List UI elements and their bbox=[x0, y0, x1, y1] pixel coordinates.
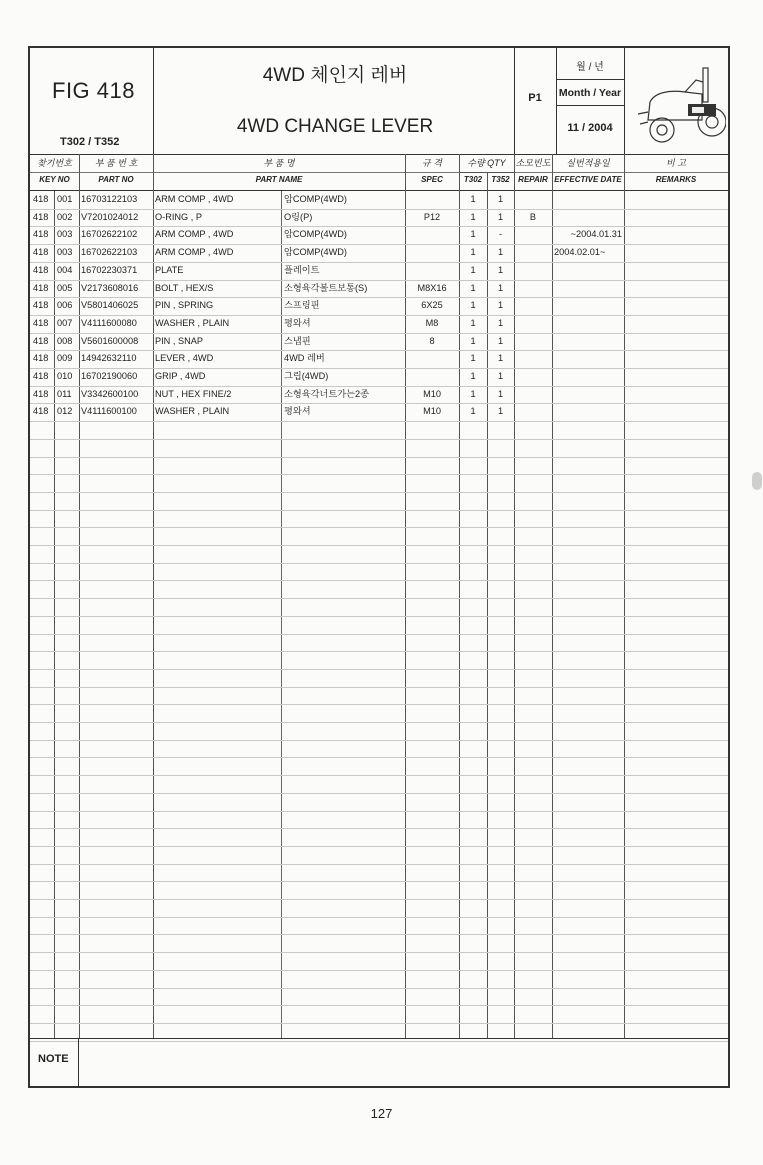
cell-spec: M8 bbox=[425, 317, 439, 328]
col-partno-ko: 부 품 번 호 bbox=[94, 158, 138, 168]
cell-repair bbox=[514, 191, 552, 208]
cell-fig: 418 bbox=[33, 194, 49, 204]
col-repair-ko: 소모빈도 bbox=[515, 158, 551, 168]
cell-qty-t352: 1 bbox=[497, 388, 504, 399]
grid-line bbox=[30, 970, 728, 971]
cell-qty-t302: 1 bbox=[470, 264, 476, 275]
grid-line bbox=[79, 191, 80, 1038]
grid-line bbox=[30, 527, 728, 528]
grid-line bbox=[30, 1023, 728, 1024]
cell-key-no: 004 bbox=[57, 264, 73, 275]
col-effective-en: EFFECTIVE DATE bbox=[554, 175, 622, 184]
cell-part-name-ko: 스냅핀 bbox=[284, 335, 311, 346]
cell-repair bbox=[514, 333, 552, 350]
cell-fig: 418 bbox=[33, 371, 49, 381]
cell-key-no: 007 bbox=[57, 317, 73, 328]
cell-part-no: 16702622103 bbox=[81, 247, 138, 258]
cell-qty-t352: 1 bbox=[497, 353, 504, 364]
cell-key-no: 003 bbox=[57, 229, 73, 240]
grid-line bbox=[30, 917, 728, 918]
cell-spec: M10 bbox=[423, 388, 441, 399]
cell-part-name-en: ARM COMP , 4WD bbox=[155, 247, 234, 258]
grid-line bbox=[30, 634, 728, 635]
cell-effective-date bbox=[554, 386, 622, 403]
col-key-ko: 찾기번호 bbox=[37, 158, 72, 168]
cell-part-no: 16702622102 bbox=[81, 229, 138, 240]
cell-spec: 8 bbox=[429, 335, 435, 346]
cell-fig: 418 bbox=[33, 282, 49, 293]
cell-fig: 418 bbox=[33, 406, 49, 417]
cell-repair bbox=[514, 226, 552, 243]
month-year-label-ko: 월 / 년 bbox=[576, 62, 604, 73]
cell-part-name-ko: 플레이트 bbox=[284, 264, 320, 275]
col-repair-en: REPAIR bbox=[518, 175, 548, 184]
cell-qty-t302: 1 bbox=[470, 300, 476, 311]
cell-fig: 418 bbox=[33, 335, 49, 346]
cell-key-no: 011 bbox=[57, 388, 72, 399]
cell-fig: 418 bbox=[33, 264, 49, 275]
grid-line bbox=[30, 722, 728, 723]
cell-qty-t302: 1 bbox=[470, 353, 476, 364]
cell-fig: 418 bbox=[33, 353, 49, 364]
cell-repair bbox=[514, 244, 552, 261]
cell-fig: 418 bbox=[33, 388, 49, 399]
cell-repair bbox=[514, 315, 552, 332]
grid-line bbox=[405, 154, 406, 191]
cell-part-name-ko: 암COMP(4WD) bbox=[284, 247, 347, 258]
grid-line bbox=[459, 154, 460, 191]
col-remarks-ko: 비 고 bbox=[666, 158, 686, 168]
model-label: T302 / T352 bbox=[60, 136, 120, 148]
cell-effective-date bbox=[554, 403, 622, 420]
cell-qty-t352: 1 bbox=[497, 282, 504, 293]
grid-line bbox=[153, 191, 154, 1038]
grid-line bbox=[30, 846, 728, 847]
cell-key-no: 001 bbox=[57, 194, 73, 204]
grid-line bbox=[30, 598, 728, 599]
cell-fig: 418 bbox=[33, 229, 49, 240]
cell-part-name-en: GRIP , 4WD bbox=[155, 371, 206, 381]
grid-line bbox=[30, 421, 728, 422]
cell-effective-date bbox=[554, 297, 622, 314]
grid-line bbox=[30, 864, 728, 865]
cell-fig: 418 bbox=[33, 317, 49, 328]
grid-line bbox=[30, 580, 728, 581]
cell-qty-t352: 1 bbox=[497, 211, 504, 222]
cell-qty-t302: 1 bbox=[470, 282, 476, 293]
grid-line bbox=[30, 740, 728, 741]
cell-qty-t352: 1 bbox=[497, 247, 504, 258]
cell-part-name-en: WASHER , PLAIN bbox=[155, 317, 230, 328]
cell-repair bbox=[514, 386, 552, 403]
grid-line bbox=[624, 154, 625, 191]
cell-part-no: V3342600100 bbox=[81, 388, 139, 399]
grid-line bbox=[30, 669, 728, 670]
cell-part-name-en: BOLT , HEX/S bbox=[155, 282, 214, 293]
cell-part-no: 16702190060 bbox=[81, 371, 138, 381]
cell-key-no: 012 bbox=[57, 406, 73, 417]
cell-part-name-en: NUT , HEX FINE/2 bbox=[155, 388, 232, 399]
col-partname-ko: 부 품 명 bbox=[263, 158, 295, 168]
cell-repair bbox=[514, 368, 552, 385]
grid-line bbox=[514, 154, 515, 191]
grid-line bbox=[30, 828, 728, 829]
parts-sheet bbox=[28, 46, 730, 1088]
col-partname-en: PART NAME bbox=[255, 175, 303, 184]
cell-part-no: 16702230371 bbox=[81, 264, 138, 275]
cell-fig: 418 bbox=[33, 247, 49, 258]
cell-repair: B bbox=[529, 211, 537, 222]
cell-part-no: V5601600008 bbox=[81, 335, 139, 346]
cell-effective-date: ~2004.01.31 bbox=[570, 229, 622, 240]
page-code: P1 bbox=[528, 92, 542, 104]
cell-part-name-ko: O링(P) bbox=[284, 211, 313, 222]
grid-line bbox=[30, 988, 728, 989]
cell-repair bbox=[514, 262, 552, 279]
cell-qty-t352: 1 bbox=[497, 194, 504, 204]
grid-line bbox=[30, 775, 728, 776]
cell-qty-t302: 1 bbox=[470, 317, 476, 328]
grid-line bbox=[30, 934, 728, 935]
col-effective-ko: 실번적용일 bbox=[566, 158, 610, 168]
cell-spec bbox=[405, 368, 459, 385]
grid-line bbox=[30, 510, 728, 511]
grid-line bbox=[30, 757, 728, 758]
cell-qty-t352: 1 bbox=[497, 371, 504, 381]
cell-qty-t352: - bbox=[498, 229, 503, 240]
cell-part-no: 16703122103 bbox=[81, 194, 138, 204]
grid-line bbox=[30, 492, 728, 493]
grid-line bbox=[281, 191, 282, 1038]
tractor-illustration-icon bbox=[630, 56, 726, 146]
cell-spec bbox=[405, 226, 459, 243]
cell-key-no: 009 bbox=[57, 353, 73, 364]
grid-line bbox=[30, 545, 728, 546]
col-partno-en: PART NO bbox=[98, 175, 134, 184]
cell-qty-t352: 1 bbox=[497, 264, 504, 275]
grid-line bbox=[30, 793, 728, 794]
cell-spec: P12 bbox=[423, 211, 441, 222]
cell-fig: 418 bbox=[33, 211, 49, 222]
cell-qty-t302: 1 bbox=[470, 211, 476, 222]
col-spec-ko: 규 격 bbox=[422, 158, 442, 168]
cell-part-name-ko: 소형육각너트가는2종 bbox=[284, 388, 369, 399]
cell-spec bbox=[405, 191, 459, 208]
cell-spec bbox=[405, 262, 459, 279]
title-english: 4WD CHANGE LEVER bbox=[236, 116, 434, 137]
cell-part-name-ko: 그립(4WD) bbox=[284, 371, 329, 381]
cell-effective-date bbox=[554, 191, 622, 208]
cell-part-name-en: ARM COMP , 4WD bbox=[155, 194, 234, 204]
cell-part-name-en: PLATE bbox=[155, 264, 184, 275]
cell-effective-date bbox=[554, 262, 622, 279]
cell-part-no: V2173608016 bbox=[81, 282, 139, 293]
cell-qty-t352: 1 bbox=[497, 300, 504, 311]
cell-key-no: 002 bbox=[57, 211, 73, 222]
cell-part-name-en: WASHER , PLAIN bbox=[155, 406, 230, 417]
scan-speck bbox=[752, 472, 762, 490]
cell-part-no: V5801406025 bbox=[81, 300, 139, 311]
cell-qty-t302: 1 bbox=[470, 194, 476, 204]
grid-line bbox=[30, 563, 728, 564]
grid-line bbox=[30, 1005, 728, 1006]
cell-qty-t302: 1 bbox=[470, 229, 476, 240]
cell-part-name-en: PIN , SPRING bbox=[155, 300, 214, 311]
page-number: 127 bbox=[370, 1106, 393, 1121]
cell-qty-t302: 1 bbox=[470, 388, 476, 399]
grid-line bbox=[30, 952, 728, 953]
grid-line bbox=[78, 1038, 79, 1086]
cell-spec: 6X25 bbox=[421, 300, 443, 311]
cell-effective-date bbox=[554, 280, 622, 297]
grid-line bbox=[30, 899, 728, 900]
cell-key-no: 003 bbox=[57, 247, 73, 258]
title-korean: 4WD 체인지 레버 bbox=[262, 65, 408, 86]
cell-part-name-en: O-RING , P bbox=[155, 211, 202, 222]
grid-line bbox=[54, 191, 55, 1038]
cell-part-name-en: PIN , SNAP bbox=[155, 335, 203, 346]
col-qty-t352: T352 bbox=[491, 175, 510, 184]
cell-part-name-en: ARM COMP , 4WD bbox=[155, 229, 234, 240]
cell-qty-t352: 1 bbox=[497, 317, 504, 328]
grid-line bbox=[30, 1041, 728, 1042]
grid-line bbox=[552, 154, 553, 191]
month-year-label-en: Month / Year bbox=[558, 87, 622, 99]
cell-spec: M8X16 bbox=[417, 282, 447, 293]
cell-repair bbox=[514, 280, 552, 297]
cell-effective-date: 2004.02.01~ bbox=[554, 247, 606, 258]
cell-qty-t302: 1 bbox=[470, 335, 476, 346]
cell-key-no: 006 bbox=[57, 300, 73, 311]
col-remarks-en: REMARKS bbox=[655, 175, 697, 184]
cell-effective-date bbox=[554, 368, 622, 385]
cell-spec: M10 bbox=[423, 406, 441, 417]
cell-qty-t302: 1 bbox=[470, 247, 476, 258]
col-qty: 수량 QTY bbox=[467, 158, 506, 168]
cell-qty-t352: 1 bbox=[497, 335, 504, 346]
cell-key-no: 010 bbox=[57, 371, 73, 381]
cell-part-name-en: LEVER , 4WD bbox=[155, 353, 214, 364]
cell-repair bbox=[514, 297, 552, 314]
grid-line bbox=[552, 191, 553, 1038]
cell-effective-date bbox=[554, 315, 622, 332]
cell-key-no: 008 bbox=[57, 335, 73, 346]
cell-part-name-ko: 스프링핀 bbox=[284, 300, 320, 311]
grid-line bbox=[153, 154, 154, 191]
fig-label: FIG 418 bbox=[52, 78, 135, 103]
cell-part-no: V4111600100 bbox=[81, 406, 137, 417]
grid-line bbox=[487, 172, 488, 191]
cell-part-no: V4111600080 bbox=[81, 317, 137, 328]
cell-part-name-ko: 암COMP(4WD) bbox=[284, 229, 347, 240]
col-key-en: KEY NO bbox=[39, 175, 70, 184]
grid-line bbox=[30, 439, 728, 440]
grid-line bbox=[79, 154, 80, 191]
note-label: NOTE bbox=[38, 1053, 69, 1065]
grid-line bbox=[30, 1038, 728, 1039]
cell-repair bbox=[514, 403, 552, 420]
cell-part-name-ko: 소형육각볼트보통(S) bbox=[284, 282, 368, 293]
cell-spec bbox=[405, 244, 459, 261]
grid-line bbox=[30, 457, 728, 458]
grid-line bbox=[30, 881, 728, 882]
cell-qty-t352: 1 bbox=[497, 406, 504, 417]
cell-part-name-ko: 4WD 레버 bbox=[284, 353, 325, 364]
grid-line bbox=[30, 651, 728, 652]
grid-line bbox=[30, 616, 728, 617]
cell-part-no: V7201024012 bbox=[81, 211, 139, 222]
col-spec-en: SPEC bbox=[421, 175, 443, 184]
grid-line bbox=[30, 811, 728, 812]
grid-line bbox=[30, 687, 728, 688]
cell-effective-date bbox=[554, 333, 622, 350]
month-year-value: 11 / 2004 bbox=[567, 122, 613, 134]
grid-line bbox=[30, 704, 728, 705]
cell-effective-date bbox=[554, 350, 622, 367]
grid-line bbox=[30, 474, 728, 475]
cell-fig: 418 bbox=[33, 300, 49, 311]
cell-spec bbox=[405, 350, 459, 367]
grid-line bbox=[624, 191, 625, 1038]
cell-repair bbox=[514, 350, 552, 367]
cell-part-no: 14942632110 bbox=[81, 353, 137, 364]
cell-part-name-ko: 암COMP(4WD) bbox=[284, 194, 347, 204]
cell-part-name-ko: 평와셔 bbox=[284, 317, 311, 328]
cell-effective-date bbox=[554, 209, 622, 226]
cell-key-no: 005 bbox=[57, 282, 73, 293]
cell-qty-t302: 1 bbox=[470, 371, 476, 381]
cell-part-name-ko: 평와셔 bbox=[284, 406, 311, 417]
cell-qty-t302: 1 bbox=[470, 406, 476, 417]
col-qty-t302: T302 bbox=[463, 175, 483, 184]
